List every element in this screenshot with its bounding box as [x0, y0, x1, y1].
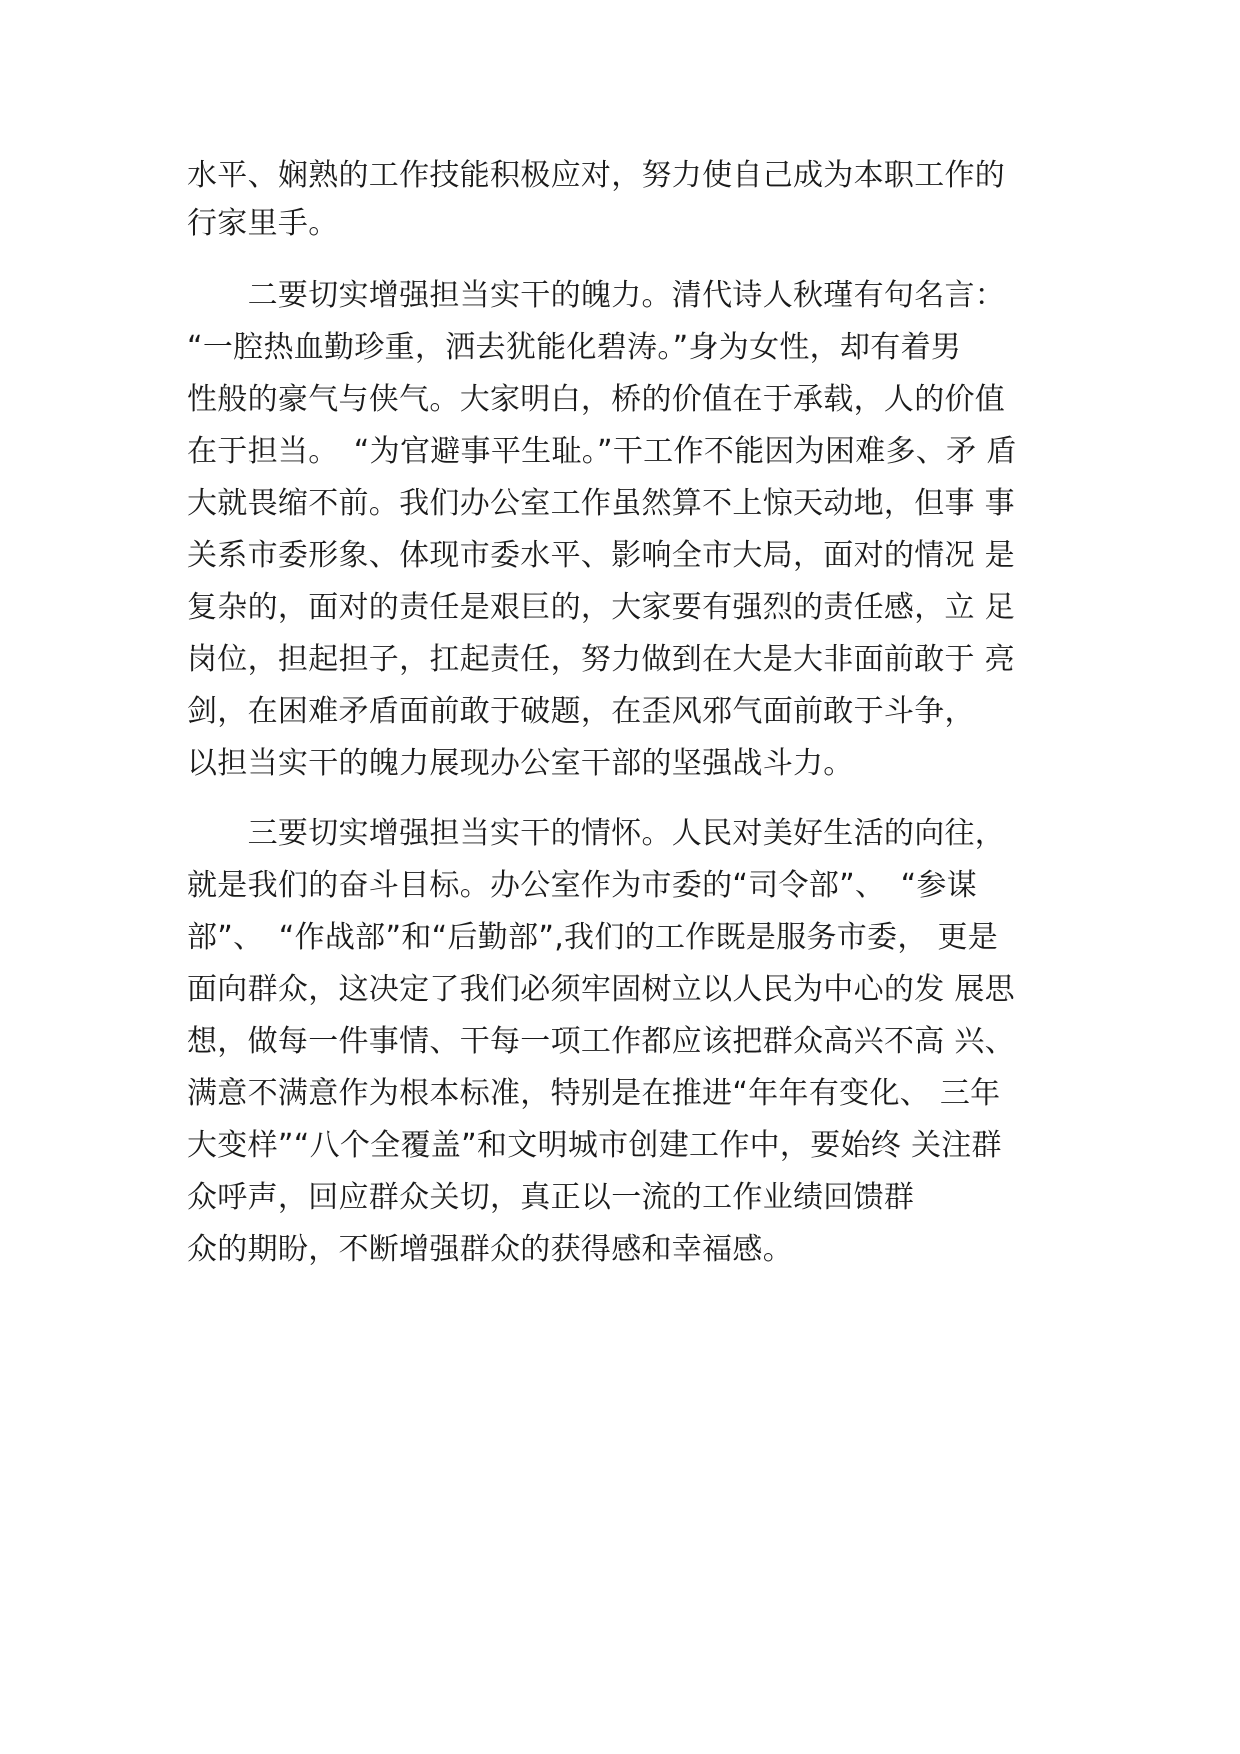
- text-line: 关系市委形象、体现市委水平、影响全市大局，面对的情况 是: [187, 538, 1015, 573]
- text-line: 三要切实增强担当实干的情怀。人民对美好生活的向往，: [187, 816, 1006, 851]
- text-line: 部”、 “作战部”和“后勤部”,我们的工作既是服务市委， 更是: [187, 920, 999, 955]
- text-line: 在于担当。 “为官避事平生耻。”干工作不能因为困难多、矛 盾: [187, 434, 1017, 469]
- text-line: 众呼声，回应群众关切，真正以一流的工作业绩回馈群: [187, 1180, 915, 1215]
- text-line: “一腔热血勤珍重，洒去犹能化碧涛。”身为女性，却有着男: [187, 330, 962, 365]
- text-line: 剑，在困难矛盾面前敢于破题，在歪风邪气面前敢于斗争，: [187, 694, 975, 729]
- text-line: 以担当实干的魄力展现办公室干部的坚强战斗力。: [187, 746, 854, 781]
- text-line: 水平、娴熟的工作技能积极应对，努力使自己成为本职工作的: [187, 158, 1006, 193]
- text-line: 就是我们的奋斗目标。办公室作为市委的“司令部”、 “参谋: [187, 868, 978, 903]
- text-line: 想，做每一件事情、干每一项工作都应该把群众高兴不高 兴、: [187, 1024, 1015, 1059]
- text-line: 众的期盼，不断增强群众的获得感和幸福感。: [187, 1232, 793, 1267]
- text-line: 行家里手。: [187, 206, 339, 241]
- text-line: 大就畏缩不前。我们办公室工作虽然算不上惊天动地，但事 事: [187, 486, 1015, 521]
- text-line: 大变样”“八个全覆盖”和文明城市创建工作中，要始终 关注群: [187, 1128, 1002, 1163]
- text-line: 满意不满意作为根本标准，特别是在推进“年年有变化、 三年: [187, 1076, 1001, 1111]
- text-line: 性般的豪气与侠气。大家明白，桥的价值在于承载，人的价值: [187, 382, 1006, 417]
- text-line: 二要切实增强担当实干的魄力。清代诗人秋瑾有句名言：: [187, 278, 1006, 313]
- text-line: 岗位，担起担子，扛起责任，努力做到在大是大非面前敢于 亮: [187, 642, 1015, 677]
- text-line: 复杂的，面对的责任是艰巨的，大家要有强烈的责任感，立 足: [187, 590, 1015, 625]
- text-line: 面向群众，这决定了我们必须牢固树立以人民为中心的发 展思: [187, 972, 1015, 1007]
